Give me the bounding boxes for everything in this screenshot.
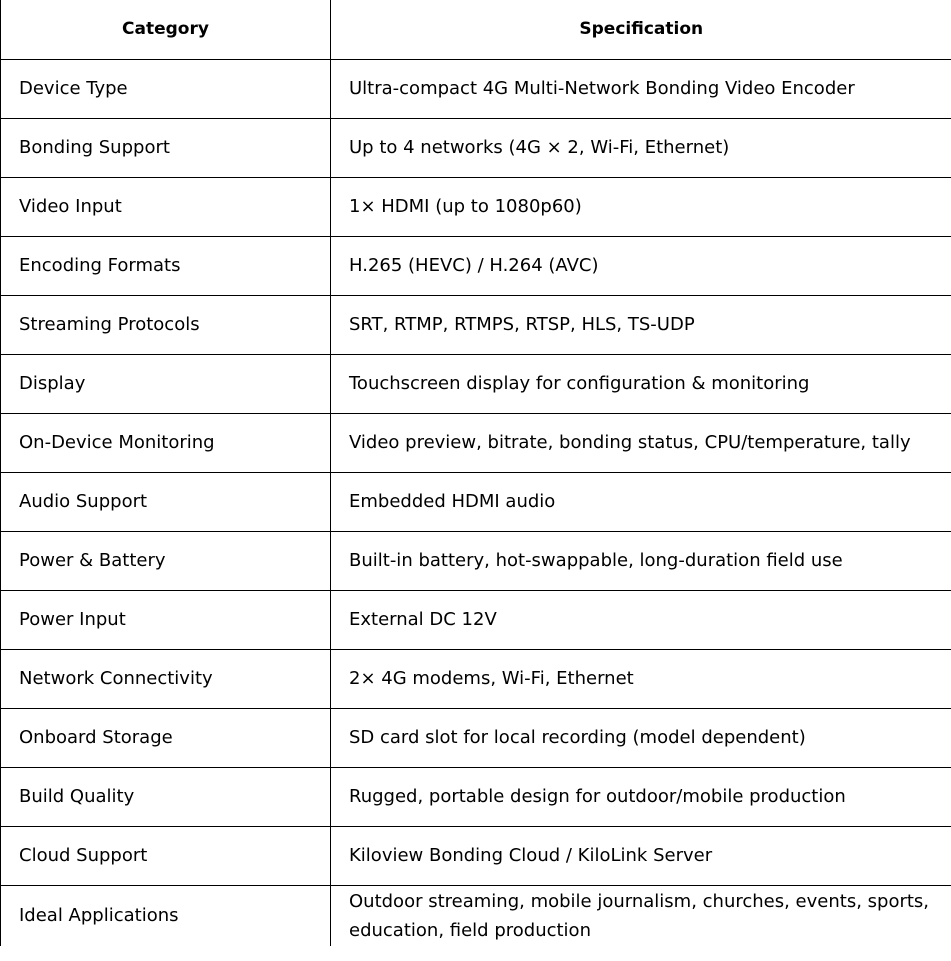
row-specification: Rugged, portable design for outdoor/mobile production bbox=[331, 767, 951, 826]
row-category: Display bbox=[1, 354, 331, 413]
row-specification: Video preview, bitrate, bonding status, CPU/temperature, tally bbox=[331, 413, 951, 472]
row-specification: 1× HDMI (up to 1080p60) bbox=[331, 177, 951, 236]
row-specification: External DC 12V bbox=[331, 590, 951, 649]
row-category: Network Connectivity bbox=[1, 649, 331, 708]
row-specification: Ultra-compact 4G Multi-Network Bonding Video Encoder bbox=[331, 59, 951, 118]
table-row bbox=[1, 177, 951, 236]
row-category: Video Input bbox=[1, 177, 331, 236]
row-specification: Outdoor streaming, mobile journalism, churches, events, sports, education, field production bbox=[331, 885, 951, 946]
row-specification: Built-in battery, hot-swappable, long-duration field use bbox=[331, 531, 951, 590]
table-row bbox=[1, 531, 951, 590]
table-row bbox=[1, 59, 951, 118]
table-row bbox=[1, 354, 951, 413]
row-specification: 2× 4G modems, Wi-Fi, Ethernet bbox=[331, 649, 951, 708]
row-specification: H.265 (HEVC) / H.264 (AVC) bbox=[331, 236, 951, 295]
table-row bbox=[1, 413, 951, 472]
header-category: Category bbox=[1, 0, 331, 59]
row-specification: Up to 4 networks (4G × 2, Wi-Fi, Ethernet) bbox=[331, 118, 951, 177]
table-row bbox=[1, 295, 951, 354]
table-row bbox=[1, 767, 951, 826]
row-category: Power Input bbox=[1, 590, 331, 649]
row-category: Power & Battery bbox=[1, 531, 331, 590]
row-category: Bonding Support bbox=[1, 118, 331, 177]
row-category: On-Device Monitoring bbox=[1, 413, 331, 472]
row-category: Audio Support bbox=[1, 472, 331, 531]
row-category: Streaming Protocols bbox=[1, 295, 331, 354]
table-row bbox=[1, 118, 951, 177]
row-specification: Touchscreen display for configuration & monitoring bbox=[331, 354, 951, 413]
row-specification: Kiloview Bonding Cloud / KiloLink Server bbox=[331, 826, 951, 885]
row-specification: SD card slot for local recording (model dependent) bbox=[331, 708, 951, 767]
table-row bbox=[1, 885, 951, 946]
row-category: Encoding Formats bbox=[1, 236, 331, 295]
header-row bbox=[1, 0, 951, 59]
row-category: Build Quality bbox=[1, 767, 331, 826]
row-specification: SRT, RTMP, RTMPS, RTSP, HLS, TS-UDP bbox=[331, 295, 951, 354]
header-specification: Specification bbox=[331, 0, 951, 59]
table-row bbox=[1, 236, 951, 295]
row-specification: Embedded HDMI audio bbox=[331, 472, 951, 531]
row-category: Ideal Applications bbox=[1, 885, 331, 946]
table-row bbox=[1, 826, 951, 885]
table-row bbox=[1, 708, 951, 767]
table-row bbox=[1, 590, 951, 649]
row-category: Cloud Support bbox=[1, 826, 331, 885]
row-category: Device Type bbox=[1, 59, 331, 118]
table-row bbox=[1, 649, 951, 708]
table-row bbox=[1, 472, 951, 531]
row-category: Onboard Storage bbox=[1, 708, 331, 767]
